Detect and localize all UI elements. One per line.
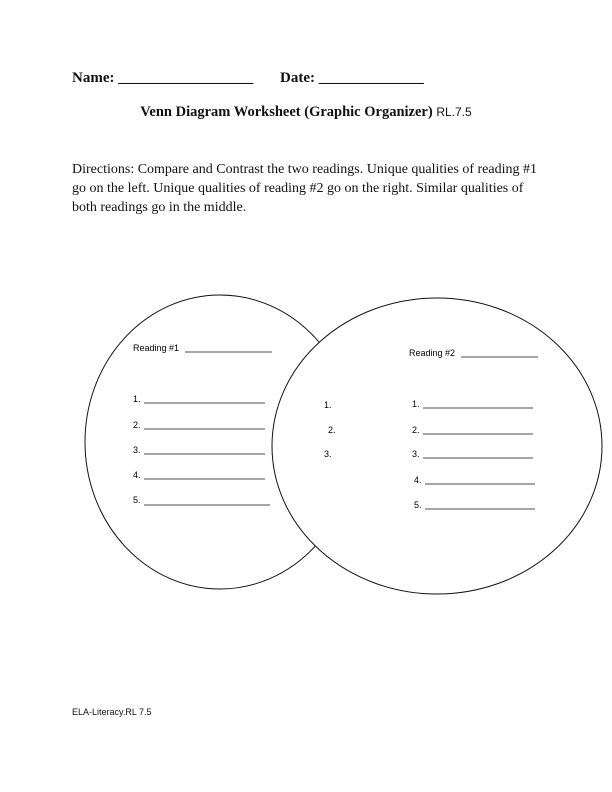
right-item-4-number: 4. <box>414 475 422 485</box>
date-label: Date: <box>280 70 315 86</box>
right-item-1-number: 1. <box>412 399 420 409</box>
directions-text: Directions: Compare and Contrast the two readings. Unique qualities of reading #1 go on the left. Unique qualities of reading #2 go on the right. Similar qualities of both readings go in the middle. <box>72 162 538 215</box>
right-item-3-number: 3. <box>412 449 420 459</box>
footer-standard: ELA-Literacy.RL 7.5 <box>72 707 152 717</box>
name-blank[interactable]: __________________ <box>118 70 254 86</box>
left-item-3-number: 3. <box>133 445 141 455</box>
left-item-2-number: 2. <box>133 420 141 430</box>
middle-item-2-number: 2. <box>328 425 336 435</box>
name-label: Name: <box>72 70 115 86</box>
left-item-4-number: 4. <box>133 470 141 480</box>
left-item-1-number: 1. <box>133 394 141 404</box>
middle-item-1-number: 1. <box>324 400 332 410</box>
reading-1-label: Reading #1 <box>133 343 180 353</box>
middle-item-3-number: 3. <box>324 449 332 459</box>
right-item-2-number: 2. <box>412 425 420 435</box>
left-item-5-number: 5. <box>133 495 141 505</box>
standard-code: RL.7.5 <box>436 105 472 119</box>
date-blank[interactable]: ______________ <box>318 70 424 86</box>
right-circle <box>272 298 602 594</box>
right-item-5-number: 5. <box>414 500 422 510</box>
title-text: Venn Diagram Worksheet (Graphic Organizer) <box>140 104 433 120</box>
reading-2-label: Reading #2 <box>409 348 456 358</box>
